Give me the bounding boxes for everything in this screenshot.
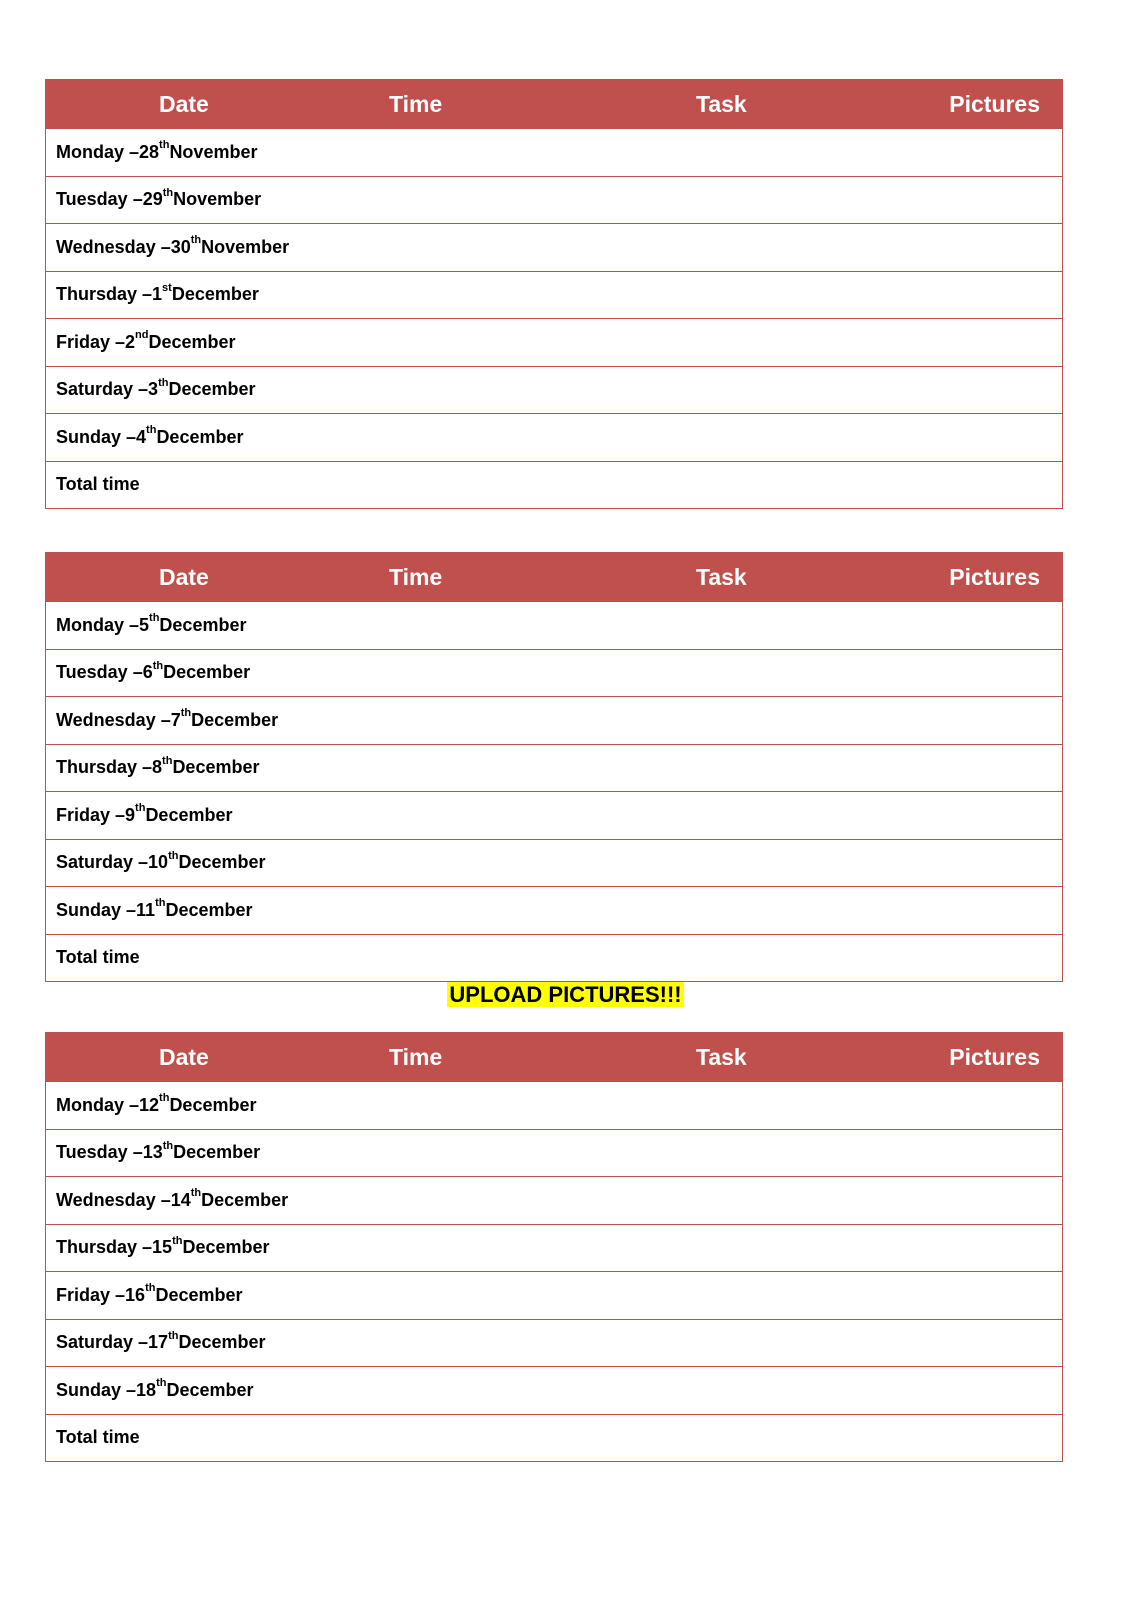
table-row: Tuesday – 13 $^{th}$ December xyxy=(46,1129,1062,1177)
table-row: Wednesday – 7 $^{th}$ December xyxy=(46,696,1062,744)
table-row: Monday – 28 $^{th}$ November xyxy=(46,128,1062,176)
table-header xyxy=(46,1033,1062,1081)
table-row: Thursday – 8 $^{th}$ December xyxy=(46,744,1062,792)
table-row: Tuesday – 29 $^{th}$ November xyxy=(46,176,1062,224)
table-row: Friday – 2 $^{nd}$ December xyxy=(46,318,1062,366)
header-time: Time xyxy=(389,1044,443,1070)
table-header xyxy=(46,553,1062,601)
table-row: Saturday – 17 $^{th}$ December xyxy=(46,1319,1062,1367)
table-row: Saturday – 10 $^{th}$ December xyxy=(46,839,1062,887)
table-row: Monday – 5 $^{th}$ December xyxy=(46,601,1062,649)
header-task: Task xyxy=(696,564,747,590)
table-row: Wednesday – 14 $^{th}$ December xyxy=(46,1176,1062,1224)
table-row: Sunday – 11 $^{th}$ December xyxy=(46,886,1062,934)
table-row: Wednesday – 30 $^{th}$ November xyxy=(46,223,1062,271)
upload-pictures-banner xyxy=(0,982,1131,1008)
week-table-1 xyxy=(45,79,1063,509)
header-time: Time xyxy=(389,564,443,590)
total-time-row: Total time xyxy=(46,1414,1062,1462)
table-header xyxy=(46,80,1062,128)
table-row: Sunday – 4 $^{th}$ December xyxy=(46,413,1062,461)
header-pictures: Pictures xyxy=(949,564,1040,590)
header-task: Task xyxy=(696,1044,747,1070)
total-time-row: Total time xyxy=(46,461,1062,509)
header-time: Time xyxy=(389,91,443,117)
table-row: Monday – 12 $^{th}$ December xyxy=(46,1081,1062,1129)
table-row: Friday – 9 $^{th}$ December xyxy=(46,791,1062,839)
header-date: Date xyxy=(159,1044,209,1070)
header-pictures: Pictures xyxy=(949,91,1040,117)
header-date: Date xyxy=(159,564,209,590)
banner-text: UPLOAD PICTURES!!! xyxy=(449,982,682,1007)
table-row: Saturday – 3 $^{th}$ December xyxy=(46,366,1062,414)
table-row: Tuesday – 6 $^{th}$ December xyxy=(46,649,1062,697)
total-time-row: Total time xyxy=(46,934,1062,982)
table-row: Thursday – 1 $^{st}$ December xyxy=(46,271,1062,319)
week-table-3 xyxy=(45,1032,1063,1462)
header-pictures: Pictures xyxy=(949,1044,1040,1070)
header-date: Date xyxy=(159,91,209,117)
table-row: Sunday – 18 $^{th}$ December xyxy=(46,1366,1062,1414)
header-task: Task xyxy=(696,91,747,117)
table-row: Thursday – 15 $^{th}$ December xyxy=(46,1224,1062,1272)
table-row: Friday – 16 $^{th}$ December xyxy=(46,1271,1062,1319)
week-table-2 xyxy=(45,552,1063,982)
